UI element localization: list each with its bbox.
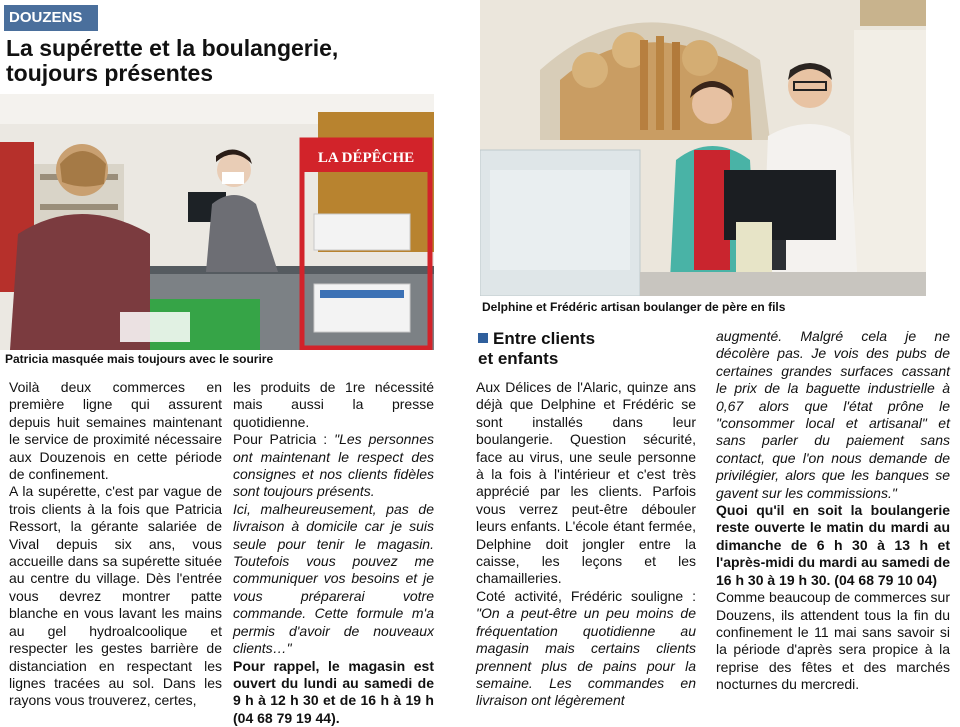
paragraph: Comme beaucoup de commerces sur Douzens, ils attendent tous la fin du confinement le 11 mai sans savoir si la période d'après sera propice à la reprise des fêtes et des marchés nocturnes du mercredi.: [716, 589, 950, 693]
quote-paragraph: augmenté. Malgré cela je ne décolère pas. Je vois des pubs de certaines grandes surfaces cassant le prix de la baguette industrielle à 0,67 alors que l'état prône le "consommer local et artisanal" et sans parler du paiement sans contact, que l'on nous demande de privilégier, alors que les banques se gavent sur les commissions.": [716, 328, 950, 502]
quote: "Les personnes ont maintenant le respect des consignes et nos clients fidèles sont toujours présents.: [233, 431, 434, 499]
article-column-3: [476, 379, 696, 710]
headline: [6, 36, 406, 86]
paragraph: Aux Délices de l'Alaric, quinze ans déjà que Delphine et Frédéric se sont installés dans leur boulangerie. Question sécurité, face au virus, une seule personne à la fois à l'intérieur et c'est très apprécié par les clients. Parfois vous verrez peut-être débouler leurs enfants. L'école étant fermée, Delphine doit jongler entre la caisse, les leçons et les chamailleries.: [476, 379, 696, 588]
paragraph: [233, 431, 434, 501]
superette-photo: [0, 94, 434, 350]
paragraph: A la supérette, c'est par vague de trois clients à la fois que Patricia Ressort, la gérante salariée de Vival depuis six ans, vous accueille dans sa supérette située au centre du village. Dès l'entrée vous devrez montrer patte blanche en vous lavant les mains au gel hydroalcoolique et respecter les gestes barrière de distanciation en respectant les lignes tracées au sol. Dans les rayons vous trouverez, certes,: [9, 483, 222, 709]
bakery-photo-illustration: [480, 0, 926, 296]
quote-intro: Coté activité, Frédéric souligne :: [476, 588, 696, 604]
paragraph: Voilà deux commerces en première ligne qui assurent depuis huit semaines maintenant le service de proximité nécessaire aux Douzenois en cette période de confinement.: [9, 379, 222, 483]
superette-photo-caption: Patricia masquée mais toujours avec le sourire: [5, 352, 273, 366]
section-tag: DOUZENS: [4, 5, 98, 31]
paragraph: les produits de 1re nécessité mais aussi la presse quotidienne.: [233, 379, 434, 431]
quote-paragraph: Ici, malheureusement, pas de livraison à domicile car je suis seule pour tenir le magasin. Toutefois vous pouvez me communiquer vos besoins et je vous préparerai votre commande. Cette formule m'a permis d'avoir de nouveaux clients…": [233, 501, 434, 658]
bakery-photo-caption: Delphine et Frédéric artisan boulanger de père en fils: [482, 300, 785, 314]
paragraph: [476, 588, 696, 710]
opening-hours-superette: Pour rappel, le magasin est ouvert du lundi au samedi de 9 h à 12 h 30 et de 16 h à 19 h (04 68 79 19 44).: [233, 658, 434, 727]
opening-hours-bakery: Quoi qu'il en soit la boulangerie reste ouverte le matin du mardi au dimanche de 6 h 30 à 13 h et l'après-midi du mardi au samedi de 16 h 30 à 19 h 30. (04 68 79 10 04): [716, 502, 950, 589]
bakery-photo: [480, 0, 926, 296]
headline-line-1: La supérette et la boulangerie,: [6, 36, 406, 61]
quote-intro: Pour Patricia :: [233, 431, 334, 447]
article-column-2: [233, 379, 434, 727]
subheading-line-2: et enfants: [478, 349, 595, 369]
article-column-4: [716, 328, 950, 694]
quote: "On a peut-être un peu moins de fréquentation quotidienne au magasin mais certains clients prennent plus de pains pour la semaine. Les commandes en livraison ont légèrement: [476, 605, 696, 708]
subheading: [478, 329, 595, 369]
superette-photo-illustration: [0, 94, 434, 350]
article-column-1: [9, 379, 222, 710]
square-bullet-icon: [478, 333, 488, 343]
subheading-line-1: Entre clients: [493, 329, 595, 348]
headline-line-2: toujours présentes: [6, 61, 406, 86]
newspaper-sign: LA DÉPÊCHE: [318, 149, 414, 166]
